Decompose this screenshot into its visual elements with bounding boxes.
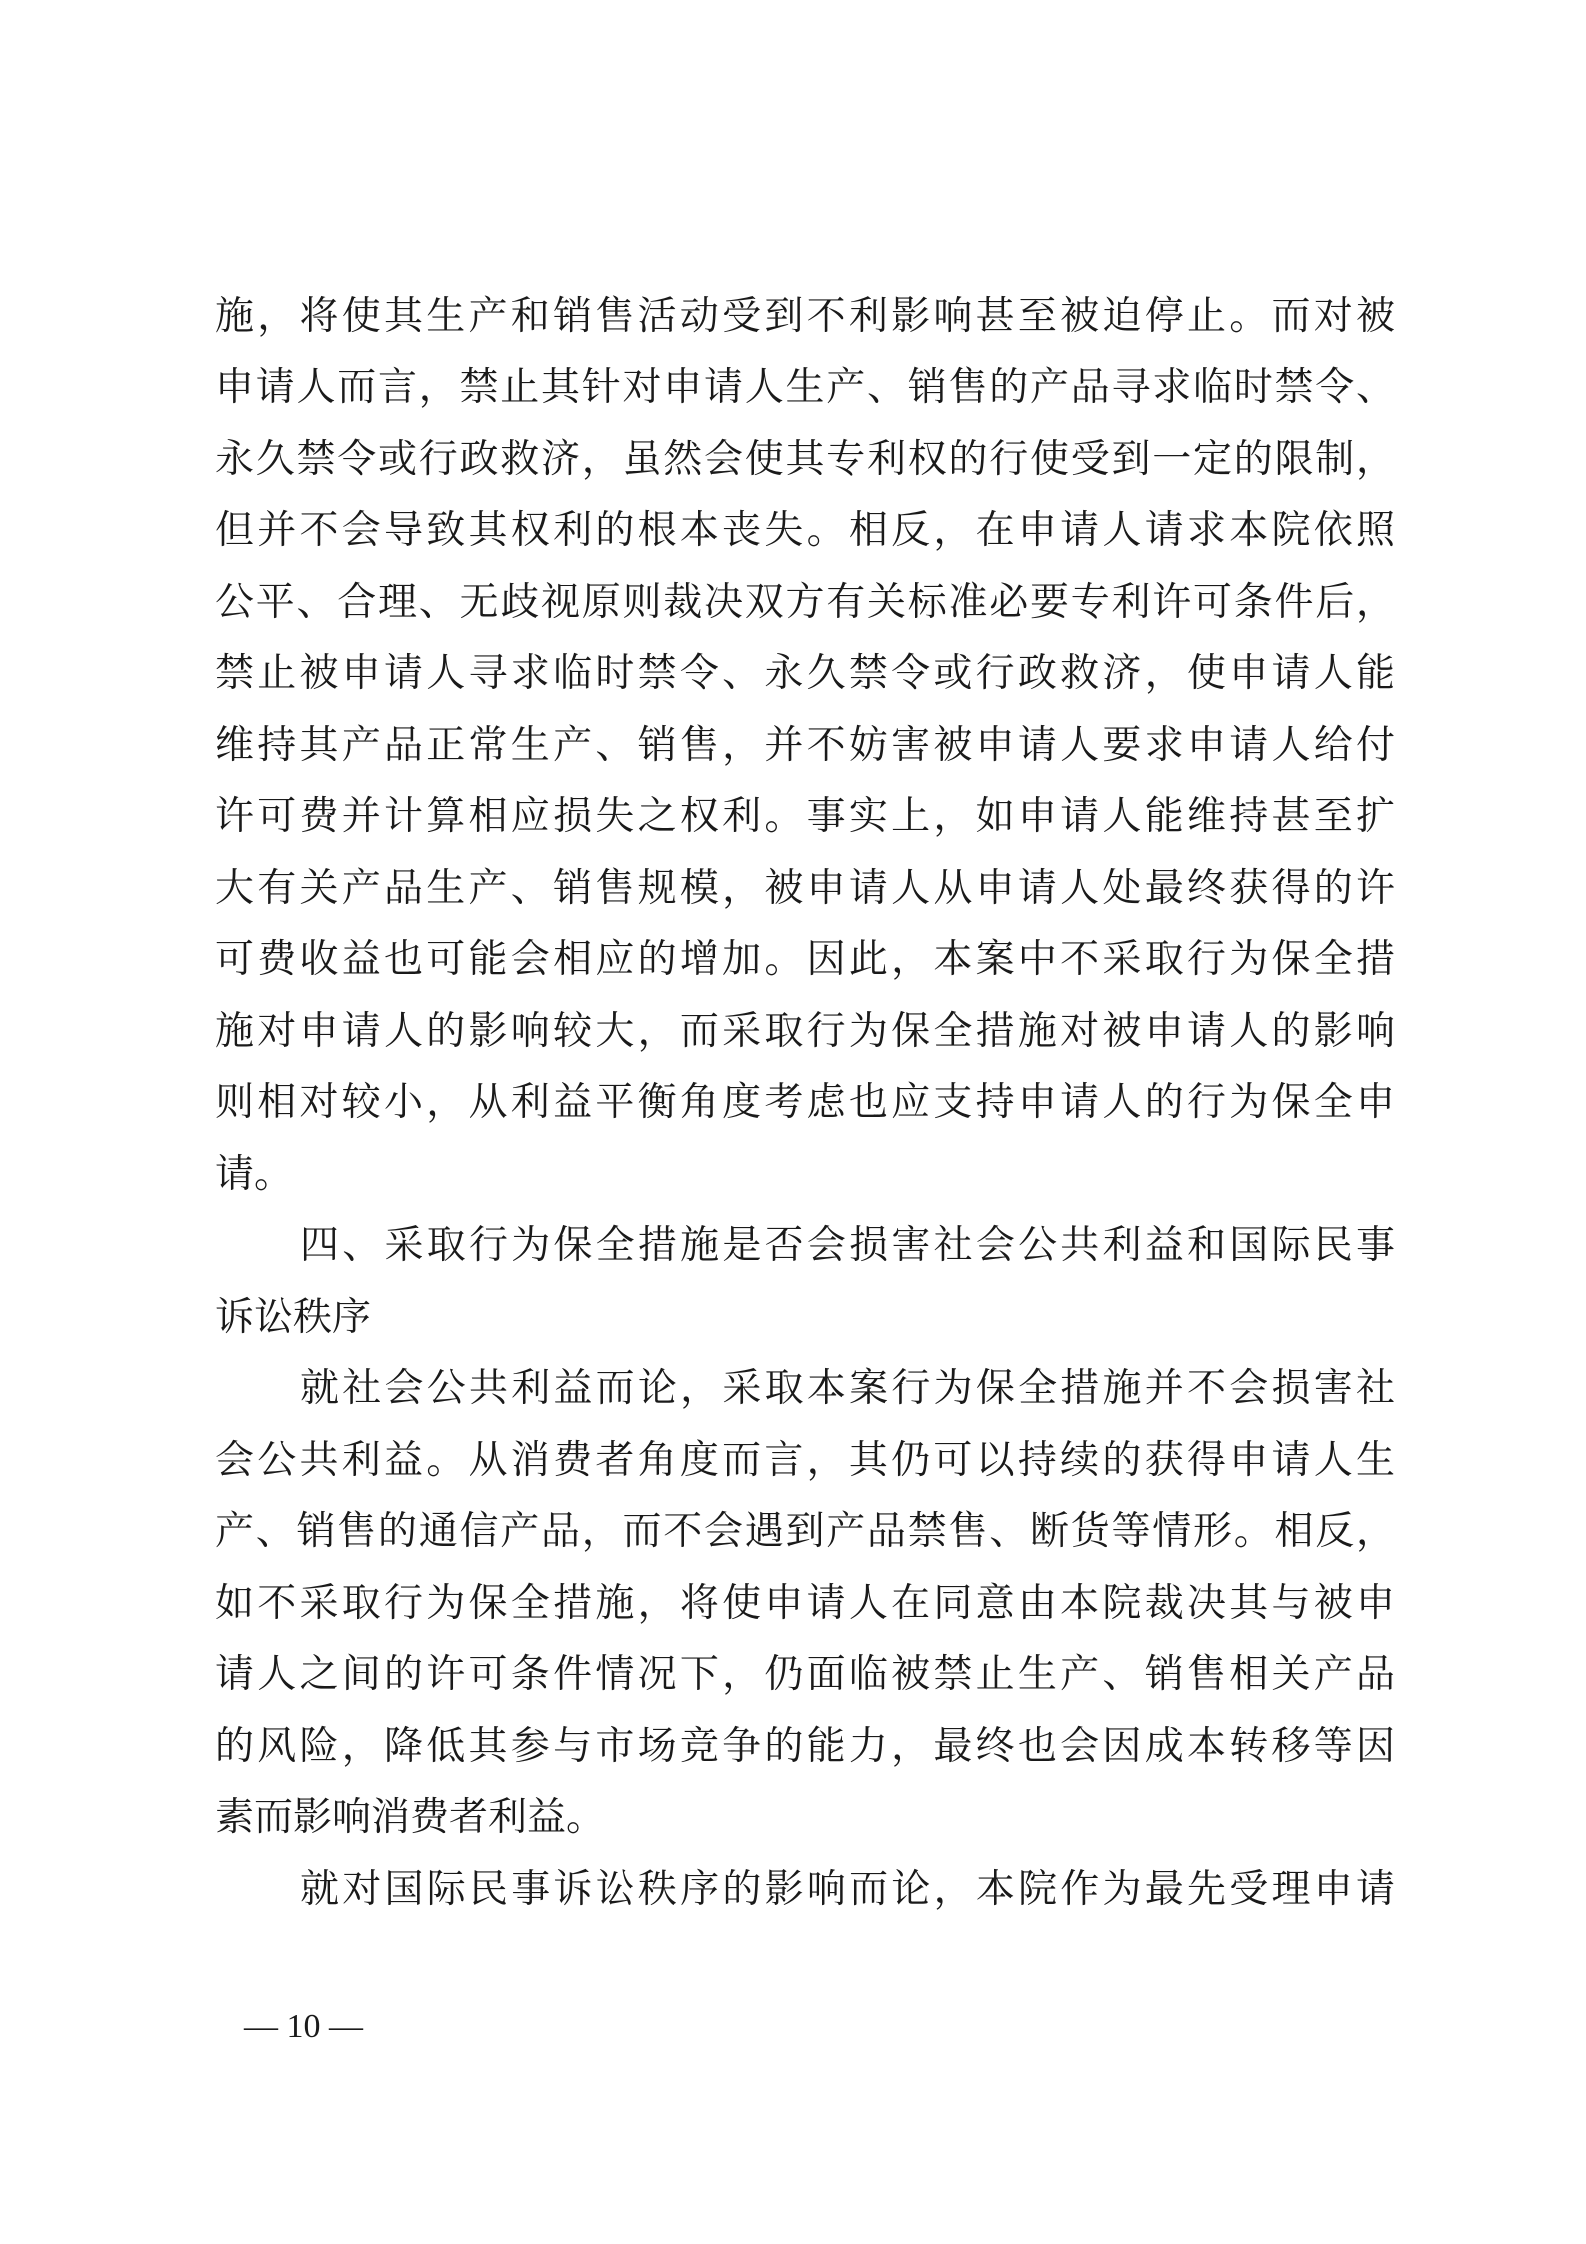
text-line: 请。 bbox=[215, 1152, 294, 1197]
text-line: 施对申请人的影响较大，而采取行为保全措施对被申请人的影响 bbox=[215, 1009, 1395, 1054]
text-line: 请人之间的许可条件情况下，仍面临被禁止生产、销售相关产品 bbox=[215, 1652, 1395, 1697]
text-line: 施，将使其生产和销售活动受到不利影响甚至被迫停止。而对被 bbox=[215, 294, 1395, 339]
text-line: 但并不会导致其权利的根本丧失。相反，在申请人请求本院依照 bbox=[215, 508, 1395, 553]
text-line: 大有关产品生产、销售规模，被申请人从申请人处最终获得的许 bbox=[215, 866, 1395, 911]
text-line: 申请人而言，禁止其针对申请人生产、销售的产品寻求临时禁令、 bbox=[215, 365, 1395, 410]
text-line: 素而影响消费者利益。 bbox=[215, 1795, 606, 1840]
section-heading-continued: 诉讼秩序 bbox=[215, 1295, 372, 1340]
text-line: 维持其产品正常生产、销售，并不妨害被申请人要求申请人给付 bbox=[215, 723, 1395, 768]
text-line: 禁止被申请人寻求临时禁令、永久禁令或行政救济，使申请人能 bbox=[215, 651, 1395, 696]
text-line: 就对国际民事诉讼秩序的影响而论，本院作为最先受理申请 bbox=[300, 1867, 1395, 1912]
text-line: 永久禁令或行政救济，虽然会使其专利权的行使受到一定的限制， bbox=[215, 437, 1395, 482]
page-number: — 10 — bbox=[244, 2008, 363, 2045]
section-heading: 四、采取行为保全措施是否会损害社会公共利益和国际民事 bbox=[300, 1223, 1395, 1268]
text-line: 会公共利益。从消费者角度而言，其仍可以持续的获得申请人生 bbox=[215, 1438, 1395, 1483]
text-line: 可费收益也可能会相应的增加。因此，本案中不采取行为保全措 bbox=[215, 937, 1395, 982]
text-line: 许可费并计算相应损失之权利。事实上，如申请人能维持甚至扩 bbox=[215, 794, 1395, 839]
text-line: 就社会公共利益而论，采取本案行为保全措施并不会损害社 bbox=[300, 1366, 1395, 1411]
text-line: 则相对较小，从利益平衡角度考虑也应支持申请人的行为保全申 bbox=[215, 1080, 1395, 1125]
text-line: 公平、合理、无歧视原则裁决双方有关标准必要专利许可条件后， bbox=[215, 580, 1395, 625]
text-line: 如不采取行为保全措施，将使申请人在同意由本院裁决其与被申 bbox=[215, 1581, 1395, 1626]
text-line: 产、销售的通信产品，而不会遇到产品禁售、断货等情形。相反， bbox=[215, 1509, 1395, 1554]
text-line: 的风险，降低其参与市场竞争的能力，最终也会因成本转移等因 bbox=[215, 1724, 1395, 1769]
